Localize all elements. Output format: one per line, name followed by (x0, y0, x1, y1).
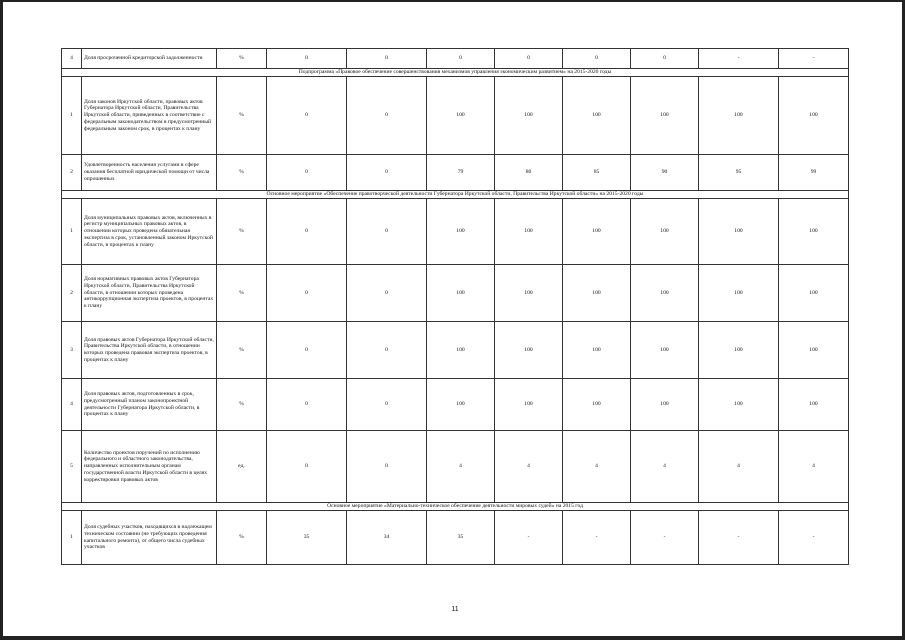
value-cell: 0 (427, 49, 495, 69)
value-cell: 100 (779, 199, 849, 265)
section-header-row (62, 191, 849, 199)
value-cell: 0 (267, 155, 347, 191)
table-row (62, 322, 849, 379)
row-number-cell: 4 (62, 49, 82, 69)
section-title: Основное мероприятие «Обеспечение правотворческой деятельности Губернатора Иркутской области, Правительства Иркутской области» на 2015-2020 годы (62, 191, 849, 199)
unit-cell: % (217, 265, 267, 322)
value-cell: - (563, 511, 631, 565)
value-cell: - (699, 511, 779, 565)
indicator-name-cell: Доля судебных участков, находящихся в надлежащем техническом состоянии (не требующих проведения капитального ремонта), от общего числа судебных участков (82, 511, 217, 565)
value-cell: 100 (779, 379, 849, 431)
value-cell: 4 (631, 431, 699, 503)
value-cell: 100 (427, 77, 495, 155)
value-cell: 100 (631, 77, 699, 155)
value-cell: 100 (699, 77, 779, 155)
value-cell: 100 (563, 199, 631, 265)
indicator-name-cell: Количество проектов поручений по исполнению федерального и областного законодательства, направленных исполнительным органам государственной власти Иркутской области в целях корректировки правовых актов (82, 431, 217, 503)
value-cell: 100 (631, 322, 699, 379)
row-number-cell: 4 (62, 379, 82, 431)
unit-cell: % (217, 49, 267, 69)
value-cell: 100 (631, 379, 699, 431)
value-cell: 0 (267, 265, 347, 322)
section-header-row (62, 69, 849, 77)
value-cell: 100 (563, 77, 631, 155)
value-cell: 0 (267, 199, 347, 265)
value-cell: 0 (563, 49, 631, 69)
indicators-table (61, 48, 849, 565)
value-cell: 80 (495, 155, 563, 191)
indicator-name-cell: Доля законов Иркутской области, правовых актов Губернатора Иркутской области, Правительства Иркутской области, приведенных в соответствие с федеральным законодательством в предусмотренный федеральным законом срок, в процентах к плану (82, 77, 217, 155)
value-cell: 100 (427, 322, 495, 379)
value-cell: 90 (631, 155, 699, 191)
value-cell: 85 (563, 155, 631, 191)
value-cell: 0 (347, 155, 427, 191)
value-cell: 0 (495, 49, 563, 69)
value-cell: 0 (347, 199, 427, 265)
row-number-cell: 5 (62, 431, 82, 503)
value-cell: 35 (427, 511, 495, 565)
value-cell: 35 (267, 511, 347, 565)
indicator-name-cell: Удовлетворенность населения услугами в сфере оказания бесплатной юридической помощи от числа опрошенных (82, 155, 217, 191)
section-header-row (62, 503, 849, 511)
value-cell: 100 (631, 199, 699, 265)
value-cell: 4 (779, 431, 849, 503)
section-title: Основное мероприятие «Материально-техническое обеспечение деятельности мировых судей» на 2015 год (62, 503, 849, 511)
value-cell: 100 (495, 379, 563, 431)
value-cell: 0 (347, 77, 427, 155)
value-cell: 0 (267, 322, 347, 379)
value-cell: 0 (267, 431, 347, 503)
value-cell: 100 (495, 199, 563, 265)
value-cell: 100 (779, 77, 849, 155)
row-number-cell: 2 (62, 265, 82, 322)
value-cell: - (779, 49, 849, 69)
value-cell: 100 (563, 265, 631, 322)
unit-cell: % (217, 155, 267, 191)
value-cell: - (495, 511, 563, 565)
table-row (62, 199, 849, 265)
value-cell: 0 (347, 322, 427, 379)
value-cell: 100 (427, 199, 495, 265)
scan-border-top (0, 0, 905, 2)
value-cell: 0 (347, 379, 427, 431)
value-cell: 0 (347, 431, 427, 503)
value-cell: 79 (427, 155, 495, 191)
value-cell: 4 (563, 431, 631, 503)
table-row (62, 265, 849, 322)
section-title: Подпрограмма «Правовое обеспечение совершенствования механизмов управления экономическим развитием» на 2015-2020 годы (62, 69, 849, 77)
value-cell: 100 (631, 265, 699, 322)
value-cell: 0 (267, 379, 347, 431)
value-cell: 100 (699, 265, 779, 322)
value-cell: 100 (427, 265, 495, 322)
value-cell: 100 (779, 265, 849, 322)
row-number-cell: 1 (62, 199, 82, 265)
scan-border-left (0, 0, 3, 640)
indicator-name-cell: Доля правовых актов Губернатора Иркутской области, Правительства Иркутской области, в отношении которых проведена правовая экспертиза проектов, в процентах к плану (82, 322, 217, 379)
value-cell: 100 (563, 379, 631, 431)
row-number-cell: 3 (62, 322, 82, 379)
unit-cell: ед. (217, 431, 267, 503)
indicator-name-cell: Доля нормативных правовых актов Губернатора Иркутской области, Правительства Иркутской области, в отношении которых проведена антикоррупционная экспертиза проектов, в процентах к плану (82, 265, 217, 322)
value-cell: 4 (699, 431, 779, 503)
unit-cell: % (217, 379, 267, 431)
unit-cell: % (217, 511, 267, 565)
value-cell: 4 (427, 431, 495, 503)
value-cell: 100 (699, 199, 779, 265)
unit-cell: % (217, 322, 267, 379)
value-cell: 100 (563, 322, 631, 379)
value-cell: 0 (267, 77, 347, 155)
value-cell: - (779, 511, 849, 565)
value-cell: - (699, 49, 779, 69)
value-cell: 0 (347, 265, 427, 322)
row-number-cell: 2 (62, 155, 82, 191)
value-cell: 100 (427, 379, 495, 431)
value-cell: 100 (779, 322, 849, 379)
indicator-name-cell: Доля правовых актов, подготовленных в срок, предусмотренный планом законопроектной деятельности Губернатора Иркутской области, в процентах к плану (82, 379, 217, 431)
value-cell: 95 (699, 155, 779, 191)
table-row (62, 77, 849, 155)
value-cell: 4 (495, 431, 563, 503)
value-cell: 0 (631, 49, 699, 69)
table-row (62, 511, 849, 565)
indicator-name-cell: Доля просроченной кредиторской задолженности (82, 49, 217, 69)
value-cell: - (631, 511, 699, 565)
unit-cell: % (217, 77, 267, 155)
value-cell: 100 (495, 77, 563, 155)
value-cell: 100 (699, 379, 779, 431)
value-cell: 100 (495, 265, 563, 322)
table-row (62, 431, 849, 503)
table-row (62, 155, 849, 191)
unit-cell: % (217, 199, 267, 265)
page-number: 11 (451, 606, 459, 613)
table-row (62, 379, 849, 431)
value-cell: 99 (779, 155, 849, 191)
scan-border-bottom (0, 636, 905, 640)
value-cell: 34 (347, 511, 427, 565)
value-cell: 0 (267, 49, 347, 69)
indicator-name-cell: Доля муниципальных правовых актов, включенных в регистр муниципальных правовых актов, в отношении которых проведена обязательная экспертиза в срок, установленный законом Иркутской области, в процентах к плану (82, 199, 217, 265)
row-number-cell: 1 (62, 77, 82, 155)
value-cell: 100 (495, 322, 563, 379)
row-number-cell: 1 (62, 511, 82, 565)
table-row (62, 49, 849, 69)
value-cell: 100 (699, 322, 779, 379)
value-cell: 0 (347, 49, 427, 69)
